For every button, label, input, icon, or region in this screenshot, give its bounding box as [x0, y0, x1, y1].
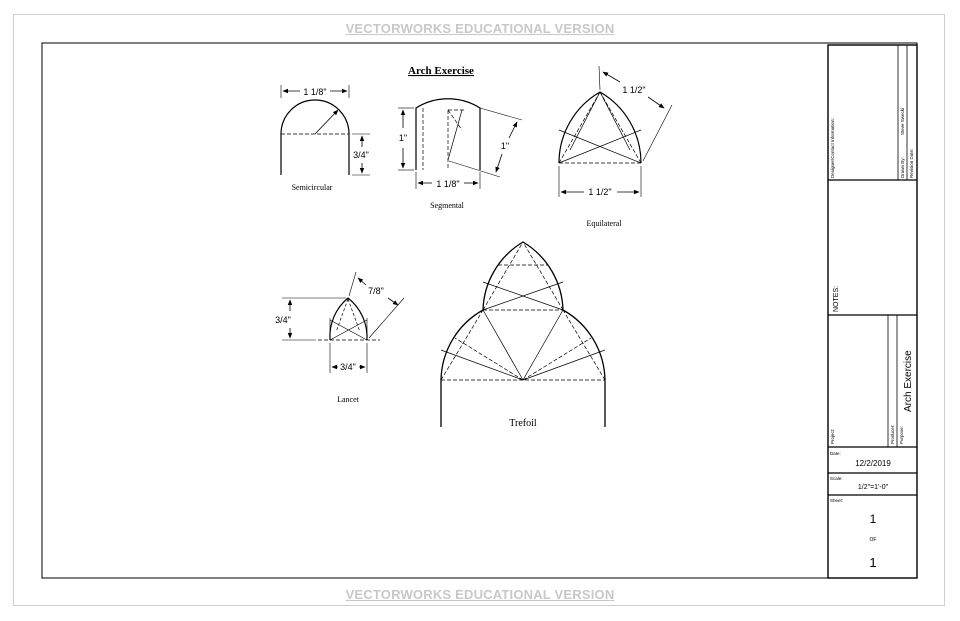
semicircular-height-dim: 3/4"	[353, 150, 369, 160]
watermark-bottom: VECTORWORKS EDUCATIONAL VERSION	[345, 587, 615, 602]
lancet-height-dim: 3/4"	[275, 315, 291, 325]
equilateral-side-dim: 1 1/2"	[622, 85, 646, 95]
sheet-total: 1	[869, 555, 877, 570]
trefoil-label: Trefoil	[509, 418, 537, 429]
segmental-arch	[398, 99, 522, 210]
sheet-label: Sheet:	[830, 498, 844, 503]
lancet-side-dim: 7/8"	[368, 286, 384, 296]
lancet-label: Lancet	[337, 395, 359, 404]
designer-label: Designer/Contact Information:	[830, 118, 835, 178]
date-label: Date:	[830, 451, 841, 456]
notes-label: NOTES:	[833, 285, 840, 312]
semicircular-arch	[281, 85, 370, 192]
sheet-number: 1	[869, 512, 877, 526]
equilateral-label: Equilateral	[586, 219, 622, 228]
lancet-width-dim: 3/4"	[340, 362, 356, 372]
trefoil-arch	[441, 242, 605, 429]
sheet-title: Arch Exercise	[903, 350, 914, 412]
semicircular-width-dim: 1 1/8"	[303, 87, 327, 97]
segmental-right-dim: 1"	[500, 141, 510, 151]
revision-label: Revision Date:	[909, 148, 914, 178]
purpose-label: Purpose:	[899, 425, 904, 444]
lancet-arch	[275, 272, 404, 404]
watermark-top: VECTORWORKS EDUCATIONAL VERSION	[345, 21, 615, 36]
drawn-by-label: Drawn By:	[900, 157, 905, 178]
equilateral-arch	[559, 66, 672, 228]
scale-label: Scale:	[830, 476, 843, 481]
of-label: OF	[869, 537, 877, 543]
scale-value: 1/2"=1'-0"	[857, 484, 889, 491]
project-label: Project:	[830, 428, 835, 444]
date-value: 12/2/2019	[855, 459, 891, 468]
segmental-left-dim: 1"	[398, 133, 408, 143]
producer-label: Producer:	[890, 424, 895, 444]
drawn-by-value: Steve Swecki	[900, 107, 905, 135]
semicircular-label: Semicircular	[291, 183, 333, 192]
segmental-width-dim: 1 1/8"	[436, 179, 460, 189]
title-block	[828, 45, 917, 578]
equilateral-width-dim: 1 1/2"	[588, 187, 612, 197]
segmental-label: Segmental	[430, 201, 464, 210]
drawing-title: Arch Exercise	[408, 65, 474, 77]
